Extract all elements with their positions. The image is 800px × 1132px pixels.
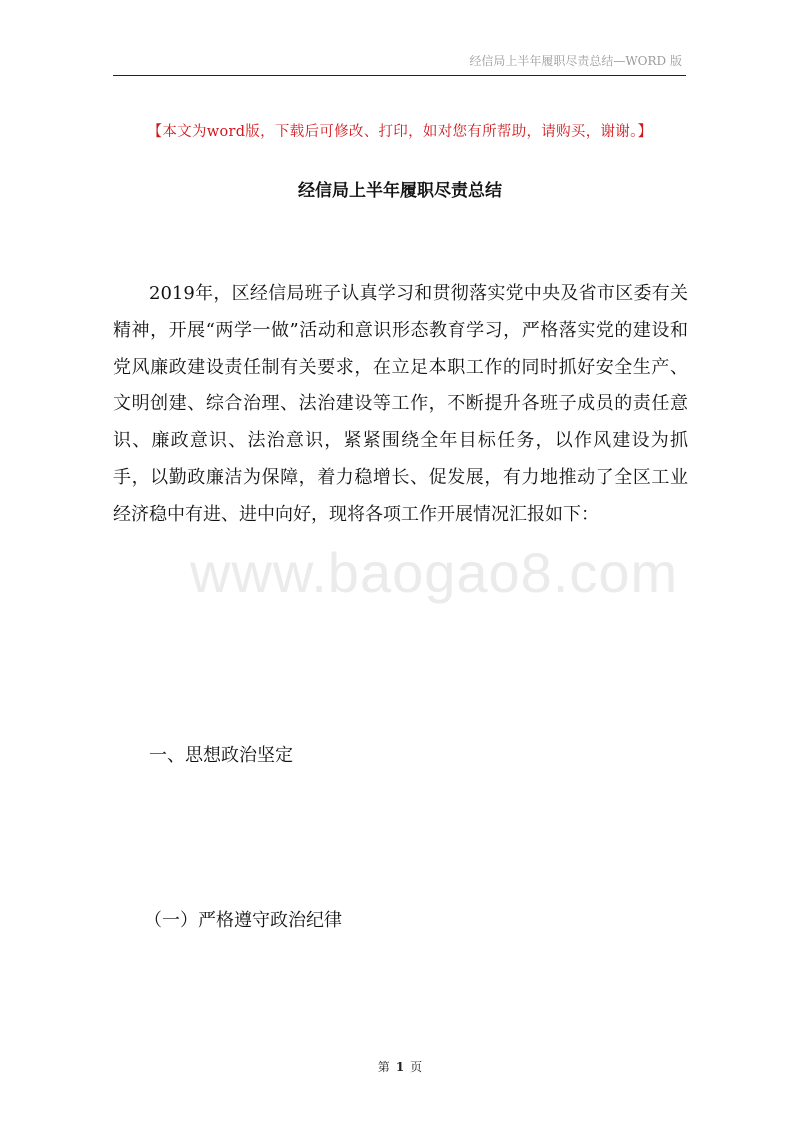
footer-suffix: 页 bbox=[410, 1060, 423, 1074]
document-title: 经信局上半年履职尽责总结 bbox=[298, 181, 502, 201]
header-divider bbox=[113, 75, 686, 76]
page-number: 1 bbox=[395, 1060, 405, 1074]
page-footer bbox=[0, 1058, 800, 1075]
footer-prefix: 第 bbox=[377, 1060, 390, 1074]
purchase-notice: 【本文为word版，下载后可修改、打印，如对您有所帮助，请购买，谢谢。】 bbox=[147, 124, 653, 140]
running-header: 经信局上半年履职尽责总结—WORD 版 bbox=[469, 54, 682, 68]
watermark: www.baogao8.com bbox=[190, 541, 679, 604]
subsection-heading: （一）严格遵守政治纪律 bbox=[144, 910, 342, 931]
section-heading: 一、思想政治坚定 bbox=[149, 745, 293, 766]
body-paragraph: 2019年，区经信局班子认真学习和贯彻落实党中央及省市区委有关精神，开展“两学一做”活动和意识形态教育学习，严格落实党的建设和党风廉政建设责任制有关要求，在立足本职工作的同时抓好安全生产、文明创建、综合治理、法治建设等工作，不断提升各班子成员的责任意识、廉政意识、法治意识，紧紧围绕全年目标任务，以作风建设为抓手，以勤政廉洁为保障，着力稳增长、促发展，有力地推动了全区工业经济稳中有进、进中向好，现将各项工作开展情况汇报如下： bbox=[113, 283, 688, 525]
